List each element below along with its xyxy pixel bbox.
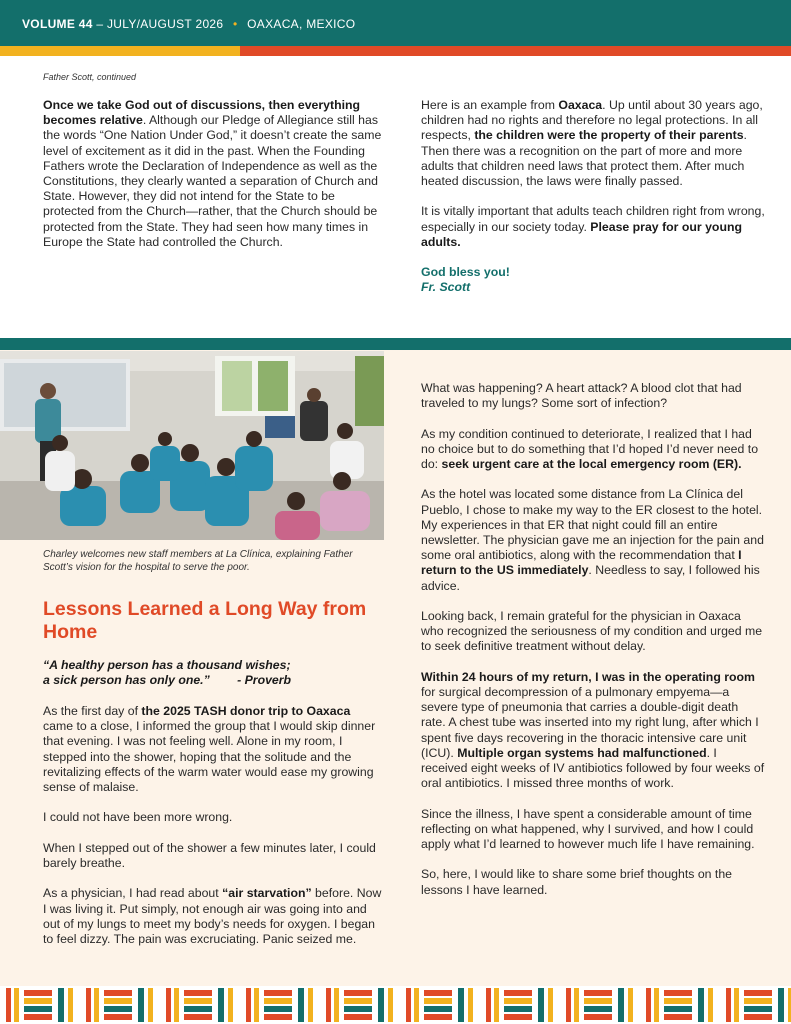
quote-line: “A healthy person has a thousand wishes;	[43, 658, 291, 672]
signature: Fr. Scott	[421, 280, 471, 295]
paragraph: As the hotel was located some distance from La Clínica del Pueblo, I chose to make my way to the ER closest to the hotel. My experiences in that ER that night could fill an entire newsletter. The physician gave me an injection for the pain and some oral antibiotics, along with the recommendation that I return to the US immediately. Needless to say, I followed his advice.	[421, 487, 764, 593]
header-bar	[0, 0, 791, 46]
issue-info	[22, 17, 355, 31]
paragraph: Here is an example from Oaxaca. Up until about 30 years ago, children had no rights and therefore no legal protections. In all respects, the children were the property of their parents. Then there was a recognition on the part of more and more adults that children need laws that protect them. After much heated discussion, the laws were finally passed.	[421, 98, 763, 189]
paragraph: Within 24 hours of my return, I was in the operating room for surgical decompression of a pulmonary empyema—a severe type of pneumonia that carries a double-digit death rate. A chest tube was inserted into my right lung, after which I spent five days recovering in the thoracic intensive care unit (ICU). Multiple organ systems had malfunctioned. I received eight weeks of IV antibiotics followed by four weeks of oral antibiotics. I missed three months of work.	[421, 669, 765, 791]
paragraph: As a physician, I had read about “air starvation” before. Now I was living it. Put simply, not enough air was going into and out of my lungs to meet my body’s needs for oxygen. I began to feel dizzy. The pain was excruciating. Panic seized me.	[43, 886, 382, 946]
issue-date: – JULY/AUGUST 2026	[96, 17, 224, 31]
photo-caption: Charley welcomes new staff members at La Clínica, explaining Father Scott’s vision for the hospital to serve the poor.	[43, 549, 353, 573]
paragraph: Once we take God out of discussions, then everything becomes relative. Although our Pledge of Allegiance still has the words “One Nation Under God,” it doesn’t create the same level of excitement as it did in the past. When the Founding Fathers wrote the Declaration of Independence as well as the Constitutions, they clearly wanted a separation of Church and State. However, they did not intend for the State to be protected from the Church—rather, that the Church should be protected from the State. They had seen how many times in Europe the State had controlled the Church.	[43, 98, 382, 249]
issue-location: OAXACA, MEXICO	[247, 17, 356, 31]
paragraph: Since the illness, I have spent a considerable amount of time reflecting on what happened, why I survived, and how I could apply what I’d learned to however much life I have remaining.	[421, 806, 755, 852]
blessing: God bless you!	[421, 265, 510, 280]
paragraph: It is vitally important that adults teach children right from wrong, especially in our society today. Please pray for our young adults.	[421, 204, 765, 249]
article-column-2	[421, 381, 766, 913]
father-scott-column-2	[421, 98, 766, 296]
emphasis: Once we take God out of discussions, then everything becomes relative	[43, 98, 361, 128]
bullet-separator: •	[233, 17, 238, 31]
gold-stripe	[0, 46, 240, 56]
section-divider-bar	[0, 338, 791, 350]
staff-meeting-photo	[0, 351, 384, 540]
volume-label: VOLUME 44	[22, 17, 93, 31]
red-stripe	[240, 46, 791, 56]
paragraph: As my condition continued to deteriorate, I realized that I had no choice but to do something that I’d hoped I’d never need to do: seek urgent care at the local emergency room (ER).	[421, 426, 759, 471]
continued-label: Father Scott, continued	[43, 72, 137, 82]
decorative-footer-pattern	[0, 986, 791, 1024]
article-column-1	[43, 704, 383, 962]
proverb-quote	[43, 658, 383, 688]
paragraph: Looking back, I remain grateful for the physician in Oaxaca who recognized the seriousness of my condition and urged me to seek definitive treatment without delay.	[421, 609, 763, 654]
father-scott-column-1	[43, 98, 388, 265]
paragraph: I could not have been more wrong.	[43, 810, 233, 825]
paragraph: So, here, I would like to share some brief thoughts on the lessons I have learned.	[421, 867, 733, 897]
paragraph: When I stepped out of the shower a few minutes later, I could barely breathe.	[43, 840, 376, 870]
paragraph: What was happening? A heart attack? A blood clot that had traveled to my lungs? Some sort of infection?	[421, 381, 742, 411]
photo-illustration	[0, 351, 384, 540]
paragraph: As the first day of the 2025 TASH donor trip to Oaxaca came to a close, I informed the group that I would skip dinner that evening. I was not feeling well. Alone in my room, I stepped into the shower, hoping that the solitude and the revitalizing effects of the warm water would ease my growing sense of malaise.	[43, 704, 376, 795]
quote-line: a sick person has only one.” - Proverb	[43, 673, 292, 688]
article-title: Lessons Learned a Long Way from Home	[43, 598, 367, 643]
